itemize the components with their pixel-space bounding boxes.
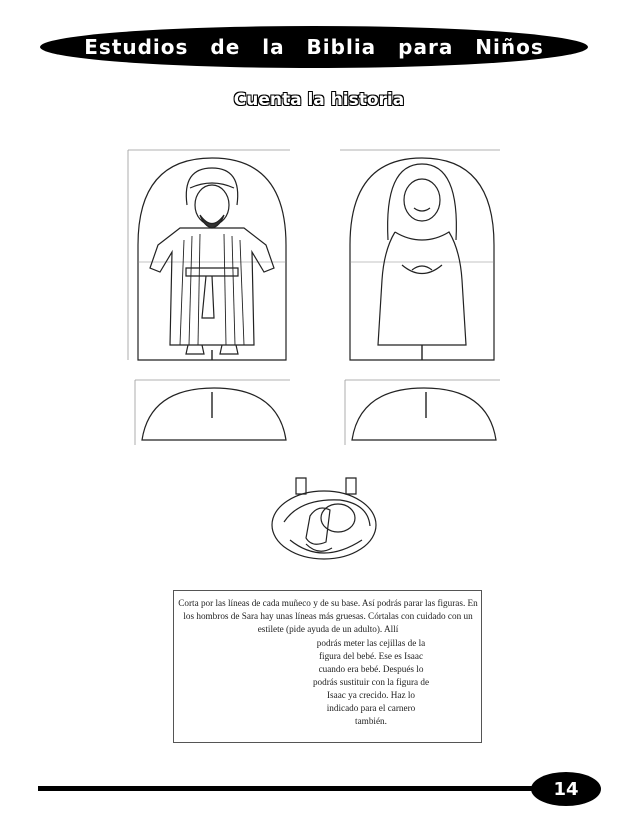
abraham-base xyxy=(135,380,290,445)
page-subtitle: Cuenta la historia xyxy=(233,90,405,110)
baby-isaac-figure xyxy=(272,478,376,559)
sara-figure xyxy=(340,150,500,360)
page-number-badge xyxy=(531,772,601,806)
instructions-text-continued: podrás meter las cejillas de la figura del bebé. Ese es Isaac cuando era bebé. Después lo podrás sustituir con la figura de Isaac ya crecido. Haz lo indicado para el carnero también. xyxy=(312,638,430,726)
instructions-box xyxy=(173,590,482,743)
header-title: Estudios de la Biblia para Niños xyxy=(84,35,544,59)
abraham-figure xyxy=(128,150,290,360)
page-number: 14 xyxy=(553,778,579,800)
footer-rule xyxy=(38,786,538,791)
instructions-text-top: Corta por las líneas de cada muñeco y de su base. Así podrás parar las figuras. En los hombros de Sara hay unas líneas más gruesas. Córtalas con cuidado con un estilete (pide ayuda de un adulto). Allí xyxy=(178,598,478,634)
sara-base xyxy=(345,380,500,445)
